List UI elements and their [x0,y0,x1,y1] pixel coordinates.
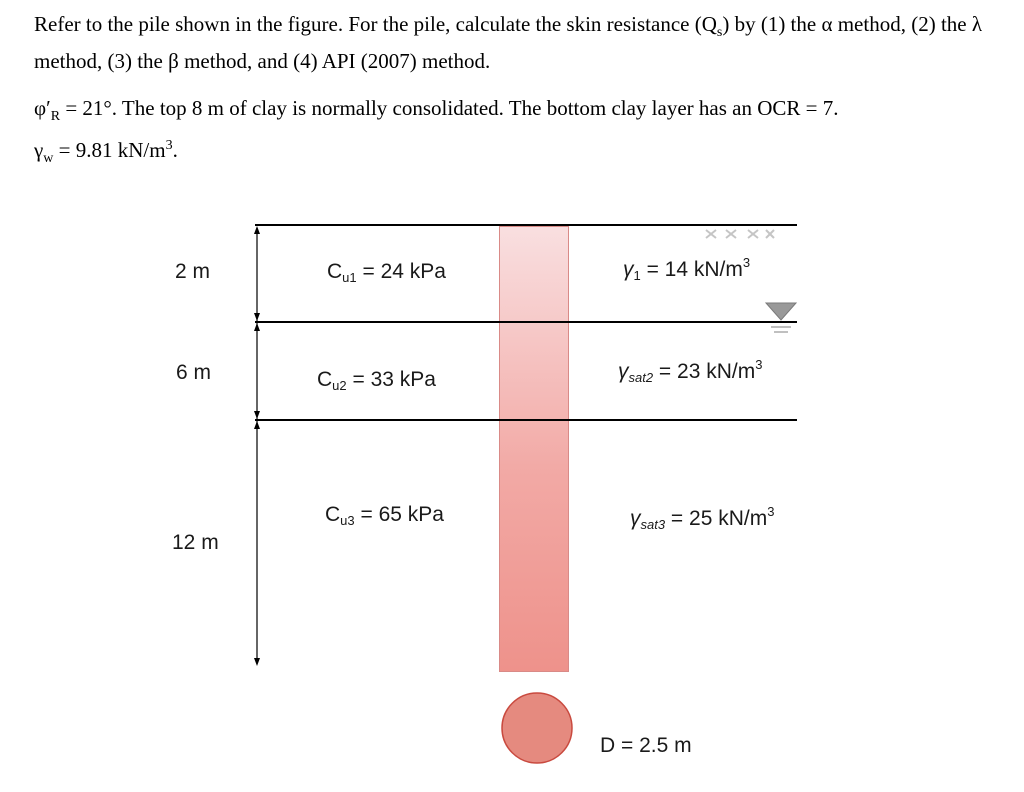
cu-subscript: u3 [340,513,355,528]
unit-superscript: 3 [767,504,775,519]
gamma-symbol: γ [623,258,634,281]
cu-symbol: C [327,260,343,283]
unit-superscript: 3 [742,255,751,270]
problem-text: = 9.81 kN/m [53,138,166,163]
gamma-w-subscript: w [43,151,54,167]
dimension-arrow-3-down [254,411,260,419]
gamma-value: = 14 kN/m [640,258,743,281]
layer-3-unit-weight [630,504,775,532]
dimension-arrow-top [254,226,260,234]
cu-symbol: C [317,368,333,391]
cu-value: = 65 kPa [354,503,444,526]
cu-subscript: u1 [342,270,357,285]
phi-subscript: R [50,109,61,125]
gamma-w-symbol: γ [34,138,44,163]
gamma-subscript: 1 [633,268,641,283]
layer-3-cu [325,503,444,528]
dimension-arrow-bottom [254,658,260,666]
gamma-subscript: sat2 [628,370,654,385]
cu-value: = 33 kPa [346,368,436,391]
problem-text: = 21°. The top 8 m of clay is normally consolidated. The bottom clay layer has an OCR = 7. [60,96,839,121]
cu-symbol: C [325,503,341,526]
layer-2-thickness: 6 m [176,361,212,384]
gamma-subscript: sat3 [640,517,666,532]
pile-diameter-label: D = 2.5 m [600,734,692,757]
dimension-arrow-2-down [254,313,260,321]
gamma-symbol: γ [630,507,641,530]
layer-1-unit-weight [623,255,751,283]
pile-cross-section [502,693,572,763]
gamma-value: = 23 kN/m [653,360,756,383]
dimension-arrow-2-up [254,323,260,331]
problem-text: . [172,138,178,163]
unit-superscript: 3 [755,357,763,372]
ground-hatch-icon [706,230,774,238]
dimension-arrow-3-up [254,421,260,429]
layer-2-unit-weight [618,357,763,385]
water-table-icon [766,303,796,332]
problem-subscript: s [716,25,723,41]
dimension-line [254,226,260,666]
gamma-value: = 25 kN/m [665,507,768,530]
cu-subscript: u2 [332,378,347,393]
layer-1-thickness: 2 m [175,260,211,283]
layer-3-thickness: 12 m [172,531,219,554]
problem-text: Refer to the pile shown in the figure. For the pile, calculate the skin resistance (Q [34,12,717,36]
layer-2-cu [317,368,436,393]
cu-value: = 24 kPa [356,260,446,283]
problem-text: ) by (1) the α method, (2) the λ method, (3) the β method, and (4) API (2007) method. [34,12,983,74]
gamma-symbol: γ [618,360,629,383]
phi-symbol: φ′ [34,96,51,121]
unit-superscript: 3 [165,138,173,154]
layer-1-cu [327,260,446,285]
